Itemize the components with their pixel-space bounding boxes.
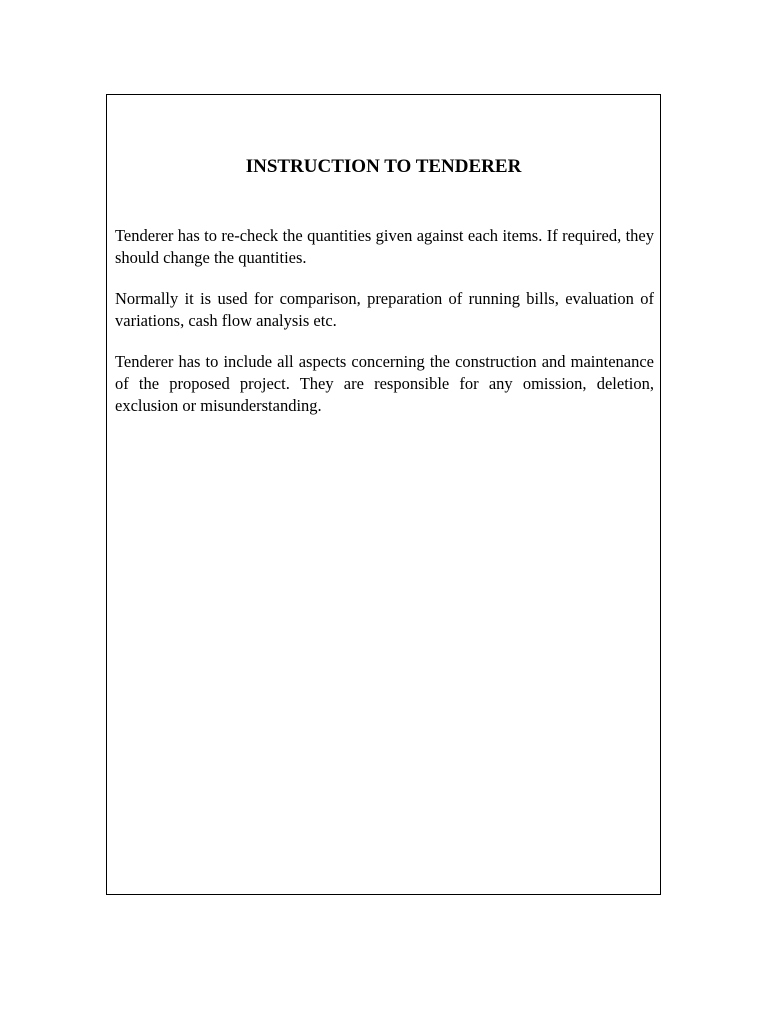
document-frame: [106, 94, 661, 895]
paragraph-usage: Normally it is used for comparison, preparation of running bills, evaluation of variations, cash flow analysis etc.: [115, 289, 654, 330]
document-title: INSTRUCTION TO TENDERER: [245, 156, 522, 177]
paragraph-responsibility: Tenderer has to include all aspects concerning the construction and maintenance of the proposed project. They are responsible for any omission, deletion, exclusion or misunderstanding.: [115, 352, 654, 415]
document-body: [115, 225, 654, 436]
paragraph-recheck-quantities: Tenderer has to re-check the quantities given against each items. If required, they should change the quantities.: [115, 226, 654, 267]
